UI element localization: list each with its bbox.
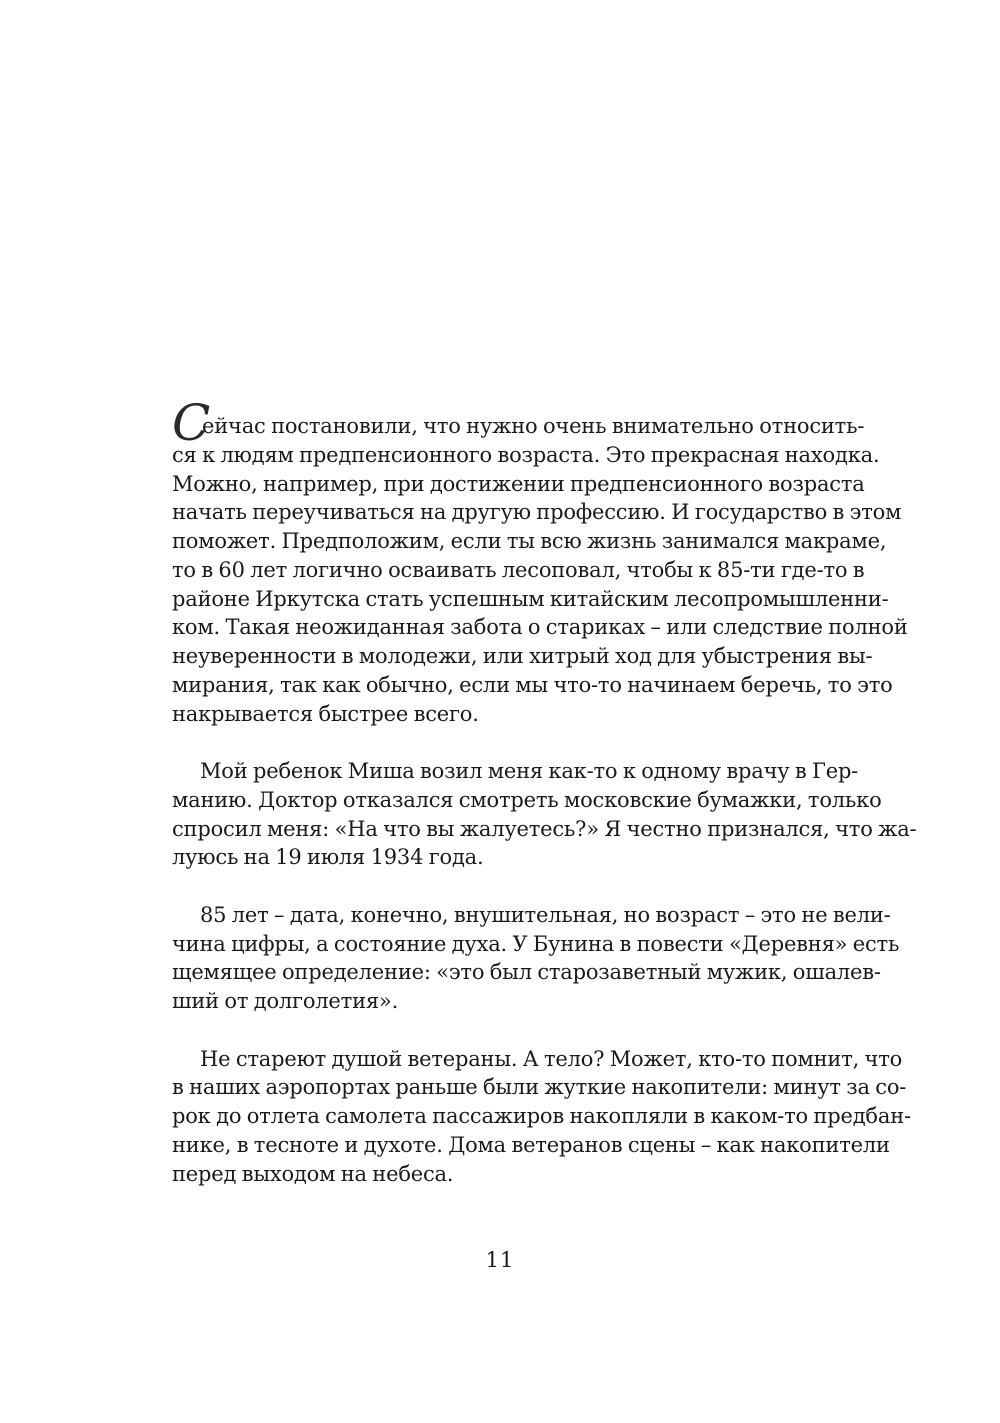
paragraph-1 [172, 394, 908, 728]
paragraph-line: ся к людям предпенсионного возраста. Это прекрасная находка. [172, 442, 880, 467]
paragraph-line: С ейчас постановили, что нужно очень внимательно относить- [172, 394, 865, 452]
paragraph-line: неуверенности в молодежи, или хитрый ход для убыстрения вы- [172, 644, 873, 668]
paragraph-line: Мой ребенок Миша возил меня как-то к одному врачу в Гер- [200, 759, 859, 783]
paragraph-line: нике, в тесноте и духоте. Дома ветеранов сцены – как накопители [172, 1132, 890, 1157]
page-text [172, 394, 917, 1188]
paragraph-line: в наших аэропортах раньше были жуткие накопители: минут за со- [172, 1075, 907, 1100]
paragraph-line: перед выходом на небеса. [172, 1161, 454, 1186]
paragraph-line: накрывается быстрее всего. [172, 701, 479, 726]
paragraph-line: ший от долголетия». [172, 989, 399, 1013]
paragraph-4 [172, 1045, 911, 1189]
paragraph-line: чина цифры, а состояние духа. У Бунина в повести «Деревня» есть [172, 931, 900, 956]
paragraph-line: районе Иркутска стать успешным китайским лесопромышленни- [172, 586, 889, 611]
paragraph-line: Можно, например, при достижении предпенсионного возраста [172, 471, 865, 496]
paragraph-2 [172, 757, 917, 872]
paragraph-line: рок до отлета самолета пассажиров накопляли в каком-то предбан- [172, 1104, 911, 1128]
paragraph-line: Не стареют душой ветераны. А тело? Может, кто-то помнит, что [200, 1046, 903, 1071]
paragraph-line: луюсь на 19 июля 1934 года. [172, 845, 484, 870]
paragraph-line: щемящее определение: «это был старозаветный мужик, ошалев- [172, 960, 881, 985]
paragraph-gap [172, 728, 816, 757]
paragraph-line: 85 лет – дата, конечно, внушительная, но возраст – это не вели- [200, 902, 891, 927]
paragraph-line: ком. Такая неожиданная забота о стариках – или следствие полной [172, 615, 908, 640]
paragraph-3 [172, 901, 900, 1016]
paragraph-gap [172, 1016, 816, 1045]
drop-cap: С [172, 394, 211, 452]
paragraph-line: поможет. Предположим, если ты всю жизнь занимался макраме, [172, 529, 887, 553]
paragraph-gap [172, 872, 816, 901]
paragraph-line: то в 60 лет логично осваивать лесоповал, чтобы к 85-ти где-то в [172, 557, 865, 582]
paragraph-line: манию. Доктор отказался смотреть московские бумажки, только [172, 787, 882, 812]
paragraph-line: мирания, так как обычно, если мы что-то начинаем беречь, то это [172, 672, 893, 697]
paragraph-line: начать переучиваться на другую профессию. И государство в этом [172, 500, 902, 525]
page-number: 11 [485, 1248, 515, 1272]
paragraph-line: спросил меня: «На что вы жалуетесь?» Я честно признался, что жа- [172, 816, 917, 841]
